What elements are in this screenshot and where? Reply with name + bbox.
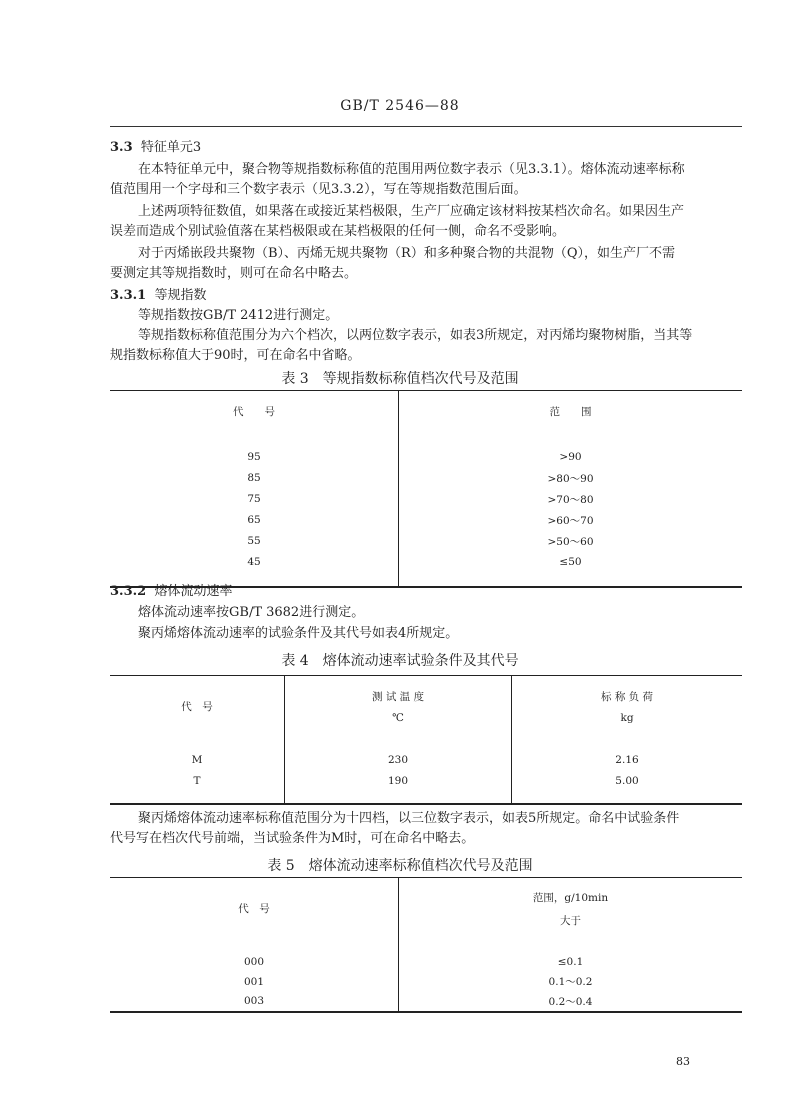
table-row: 55 >50～60 (110, 531, 742, 552)
table-3-caption: 表 3 等规指数标称值档次代号及范围 (281, 371, 519, 387)
page-header: GB/T 2546—88 (340, 98, 460, 114)
table-row: 85 >80～90 (110, 468, 742, 489)
section-number: 3.3.1 (110, 288, 147, 303)
table-header-code: 代 号 (110, 676, 285, 738)
paragraph-line: 等规指数按GB/T 2412进行测定。 (138, 308, 339, 323)
table-4 (110, 675, 742, 805)
paragraph-line: 聚丙烯熔体流动速率标称值范围分为十四档，以三位数字表示，如表5所规定。命名中试验条件 (138, 811, 680, 826)
table-header-range: 范 围 (399, 391, 743, 433)
paragraph-line: 误差而造成个别试验值落在某档极限或在某档极限的任何一侧，命名不受影响。 (110, 224, 566, 239)
table-row: 75 >70～80 (110, 489, 742, 510)
table-row: 003 0.2～0.4 (110, 992, 742, 1012)
table-row: 000 ≤0.1 (110, 952, 742, 972)
section-title: 等规指数 (154, 288, 207, 303)
section-heading-3-3-1 (110, 286, 206, 306)
table-row: 45 ≤50 (110, 552, 742, 573)
paragraph-line: 上述两项特征数值，如果落在或接近某档极限，生产厂应确定该材料按某档次命名。如果因生产 (138, 204, 685, 219)
table-header-range: 范围，g/10min 大于 (399, 878, 743, 940)
paragraph-line: 对于丙烯嵌段共聚物（B）、丙烯无规共聚物（R）和多种聚合物的共混物（Q），如生产厂不需 (138, 246, 675, 261)
paragraph-line: 规指数标称值大于90时，可在命名中省略。 (110, 348, 361, 363)
section-number: 3.3 (110, 140, 133, 155)
table-5 (110, 877, 742, 1022)
table-3 (110, 390, 742, 588)
paragraph-line: 熔体流动速率按GB/T 3682进行测定。 (138, 605, 365, 620)
section-heading-3-3 (110, 138, 201, 158)
paragraph-line: 在本特征单元中，聚合物等规指数标称值的范围用两位数字表示（见3.3.1）。熔体流动速率标称 (138, 162, 685, 177)
paragraph-line: 聚丙烯熔体流动速率的试验条件及其代号如表4所规定。 (138, 626, 459, 641)
table-5-caption: 表 5 熔体流动速率标称值档次代号及范围 (267, 858, 533, 874)
table-row: 95 >90 (110, 447, 742, 468)
section-number: 3.3.2 (110, 584, 147, 599)
header-rule (110, 126, 742, 127)
table-header-temperature: 测 试 温 度 ℃ (285, 676, 512, 738)
paragraph-line: 要测定其等规指数时，则可在命名中略去。 (110, 266, 358, 281)
table-4-caption: 表 4 熔体流动速率试验条件及其代号 (281, 653, 519, 669)
table-header-code: 代 号 (110, 391, 399, 433)
table-row: M 230 2.16 (110, 750, 742, 771)
table-header-code: 代 号 (110, 878, 399, 940)
page-number: 83 (676, 1055, 690, 1068)
table-row: T 190 5.00 (110, 771, 742, 792)
section-title: 特征单元3 (140, 140, 202, 155)
table-header-load: 标 称 负 荷 kg (512, 676, 743, 738)
section-title: 熔体流动速率 (154, 584, 233, 599)
paragraph-line: 值范围用一个字母和三个数字表示（见3.3.2），写在等规指数范围后面。 (110, 182, 527, 197)
table-row: 001 0.1～0.2 (110, 972, 742, 992)
paragraph-line: 代号写在档次代号前端，当试验条件为M时，可在命名中略去。 (110, 831, 475, 846)
table-row: 65 >60～70 (110, 510, 742, 531)
section-heading-3-3-2 (110, 582, 232, 602)
paragraph-line: 等规指数标称值范围分为六个档次，以两位数字表示，如表3所规定，对丙烯均聚物树脂，当其等 (138, 328, 693, 343)
